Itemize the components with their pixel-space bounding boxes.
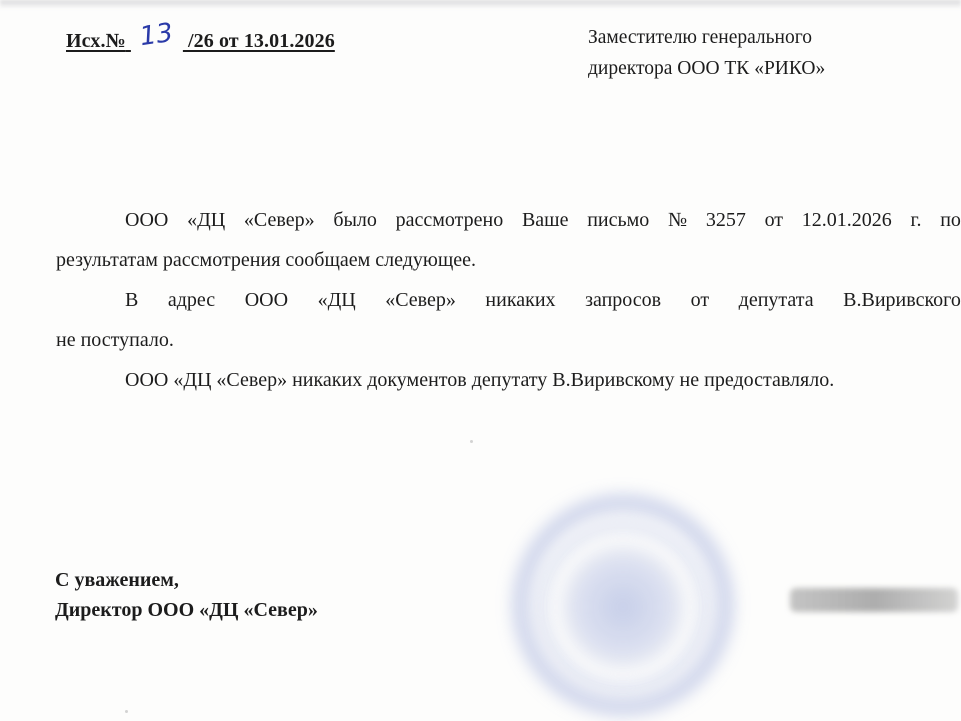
scan-top-edge	[0, 0, 961, 9]
word: ООО	[125, 209, 169, 231]
closing-regards: С уважением,	[55, 569, 179, 591]
word: адрес	[167, 289, 216, 311]
paragraph-3-line-1: ООО «ДЦ «Север» никаких документов депутату В.Виривскому не предоставляло.	[125, 369, 835, 391]
word: «ДЦ	[187, 209, 226, 231]
word: 3257	[705, 209, 746, 231]
word: рассмотрено	[395, 209, 504, 231]
word: «Север»	[243, 209, 315, 231]
word: 12.01.2026	[801, 209, 892, 231]
word: письмо	[587, 209, 650, 231]
paragraph-2-line-1	[56, 280, 961, 320]
word: было	[333, 209, 377, 231]
word: от	[764, 209, 784, 231]
paragraph-1-line-1	[56, 200, 961, 240]
word: никаких	[485, 289, 556, 311]
word: №	[668, 209, 688, 231]
word: по	[940, 209, 961, 231]
handwritten-number: 13	[137, 17, 175, 53]
word: депутата	[738, 289, 814, 311]
letter-body	[56, 200, 961, 400]
addressee-line-1: Заместителю генерального	[588, 27, 813, 48]
paragraph-1-line-2: результатам рассмотрения сообщаем следующее.	[56, 249, 477, 271]
signatory-position: Директор ООО «ДЦ «Север»	[55, 599, 318, 621]
scan-speck	[125, 710, 128, 713]
reference-prefix: Исх.№	[66, 30, 126, 52]
word: В.Виривского	[843, 289, 961, 311]
paragraph-2-line-2: не поступало.	[56, 329, 174, 351]
addressee-line-2: директора ООО ТК «РИКО»	[588, 58, 826, 79]
addressee-block	[588, 22, 825, 84]
word: г.	[910, 209, 922, 231]
outgoing-reference	[66, 17, 335, 54]
word: от	[690, 289, 710, 311]
word: запросов	[585, 289, 662, 311]
word: «Север»	[385, 289, 456, 311]
blurred-stamp-center	[556, 540, 690, 674]
word: В	[125, 289, 139, 311]
word: ООО	[244, 289, 289, 311]
closing-block	[55, 565, 318, 625]
scan-speck	[470, 440, 473, 443]
word: Ваше	[521, 209, 569, 231]
word: «ДЦ	[317, 289, 356, 311]
reference-suffix: /26 от 13.01.2026	[188, 30, 335, 52]
blurred-signatory-name	[790, 588, 958, 612]
